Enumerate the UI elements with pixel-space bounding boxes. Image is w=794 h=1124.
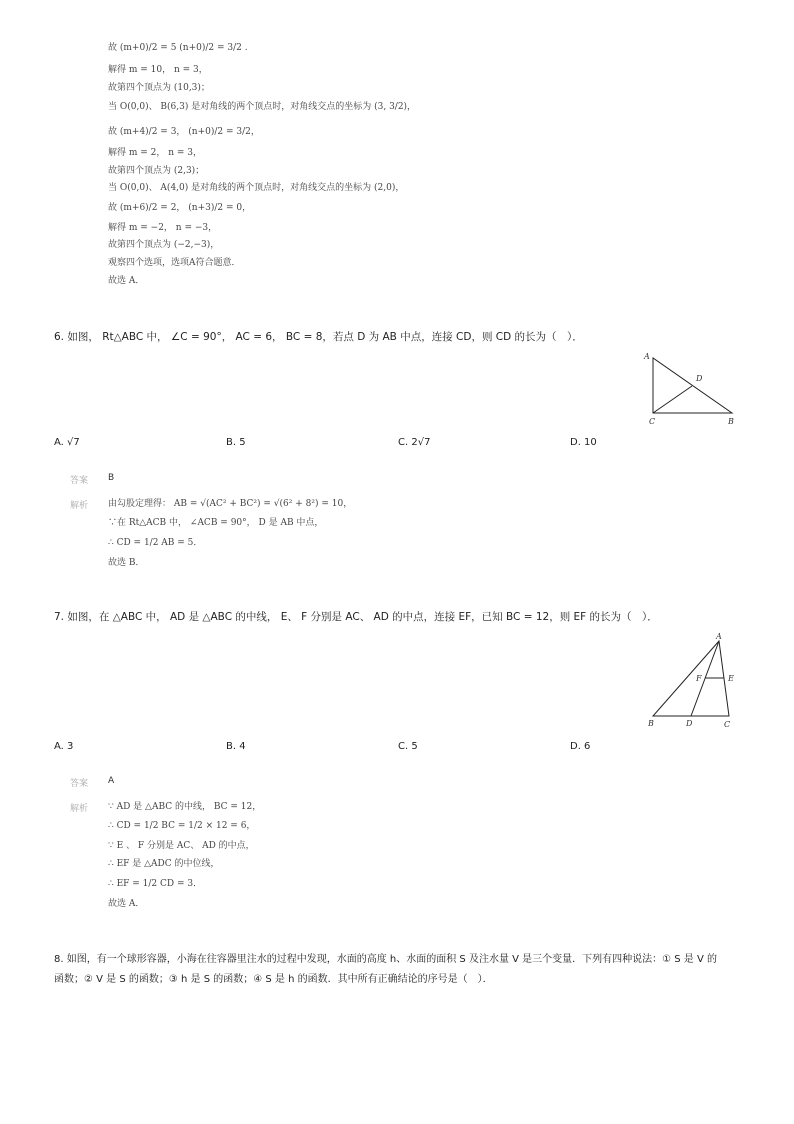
option-d[interactable]: D. 6 xyxy=(570,741,591,752)
solution-line: 当 O(0,0)、 A(4,0) 是对角线的两个顶点时，对角线交点的坐标为 (2,0)， xyxy=(108,183,405,193)
option-a[interactable]: A. √7 xyxy=(54,437,80,448)
option-c[interactable]: C. 2√7 xyxy=(398,437,431,448)
question-text: 7. 如图，在 △ABC 中， AD 是 △ABC 的中线， E、 F 分别是 AC、 AD 的中点，连接 EF，已知 BC = 12，则 EF 的长为（ ）． xyxy=(54,611,658,623)
vertex-label: F xyxy=(696,674,702,683)
analysis-line: 由勾股定理得： AB = √(AC² + BC²) = √(6² + 8²) = 10， xyxy=(108,499,353,509)
option-a[interactable]: A. 3 xyxy=(54,741,74,752)
analysis-line: ∴ EF = 1/2 CD = 3． xyxy=(108,879,203,889)
analysis-line: ∴ EF 是 △ADC 的中位线， xyxy=(108,859,220,869)
option-c[interactable]: C. 5 xyxy=(398,741,418,752)
solution-line: 故 (m+6)/2 = 2， (n+3)/2 = 0， xyxy=(108,203,252,213)
vertex-label: E xyxy=(728,674,734,683)
option-b[interactable]: B. 4 xyxy=(226,741,246,752)
question-text: 函数；② V 是 S 的函数；③ h 是 S 的函数；④ S 是 h 的函数．其中所有正确结论的序号是（ ）． xyxy=(54,974,493,985)
question-text: 8. 如图，有一个球形容器，小海在往容器里注水的过程中发现，水面的高度 h、水面的面积 S 及注水量 V 是三个变量．下列有四种说法：① S 是 V 的 xyxy=(54,954,718,965)
vertex-label: A xyxy=(644,352,650,361)
answer-value: A xyxy=(108,776,115,786)
analysis-label: 解析 xyxy=(70,501,89,511)
vertex-label: A xyxy=(716,632,722,641)
triangle-figure-q7 xyxy=(645,630,745,732)
vertex-label: D xyxy=(696,374,703,383)
solution-line: 观察四个选项，选项A符合题意． xyxy=(108,258,241,268)
vertex-label: D xyxy=(686,719,693,728)
option-b[interactable]: B. 5 xyxy=(226,437,246,448)
solution-line: 故第四个顶点为 (−2,−3)， xyxy=(108,240,220,250)
solution-line: 故第四个顶点为 (2,3)； xyxy=(108,166,205,176)
solution-line: 解得 m = 2， n = 3， xyxy=(108,148,203,158)
solution-line: 故 (m+0)/2 = 5 (n+0)/2 = 3/2 . xyxy=(108,43,248,53)
analysis-line: ∴ CD = 1/2 AB = 5． xyxy=(108,538,203,548)
option-d[interactable]: D. 10 xyxy=(570,437,597,448)
solution-line: 故第四个顶点为 (10,3)； xyxy=(108,83,210,93)
vertex-label: B xyxy=(728,417,734,426)
solution-line: 当 O(0,0)、 B(6,3) 是对角线的两个顶点时，对角线交点的坐标为 (3, 3/2)， xyxy=(108,102,417,112)
vertex-label: C xyxy=(724,720,731,729)
analysis-line: ∵在 Rt△ACB 中， ∠ACB = 90°， D 是 AB 中点， xyxy=(108,518,324,528)
analysis-line: 故选 B． xyxy=(108,558,145,568)
vertex-label: C xyxy=(649,417,656,426)
analysis-label: 解析 xyxy=(70,804,89,814)
triangle-figure-q6 xyxy=(640,350,744,430)
analysis-line: ∴ CD = 1/2 BC = 1/2 × 12 = 6， xyxy=(108,821,256,831)
answer-label: 答案 xyxy=(70,779,89,789)
solution-line: 故选 A． xyxy=(108,276,145,286)
question-text: 6. 如图， Rt△ABC 中， ∠C = 90°， AC = 6， BC = 8，若点 D 为 AB 中点，连接 CD，则 CD 的长为（ ）． xyxy=(54,331,583,343)
analysis-line: 故选 A． xyxy=(108,899,145,909)
analysis-line: ∵ E 、 F 分别是 AC、 AD 的中点， xyxy=(108,841,255,851)
answer-value: B xyxy=(108,473,115,483)
vertex-label: B xyxy=(648,719,654,728)
solution-line: 解得 m = −2， n = −3， xyxy=(108,223,218,233)
solution-line: 解得 m = 10， n = 3， xyxy=(108,65,208,75)
analysis-line: ∵ AD 是 △ABC 的中线， BC = 12， xyxy=(108,802,262,812)
answer-label: 答案 xyxy=(70,476,89,486)
solution-line: 故 (m+4)/2 = 3， (n+0)/2 = 3/2， xyxy=(108,127,260,137)
